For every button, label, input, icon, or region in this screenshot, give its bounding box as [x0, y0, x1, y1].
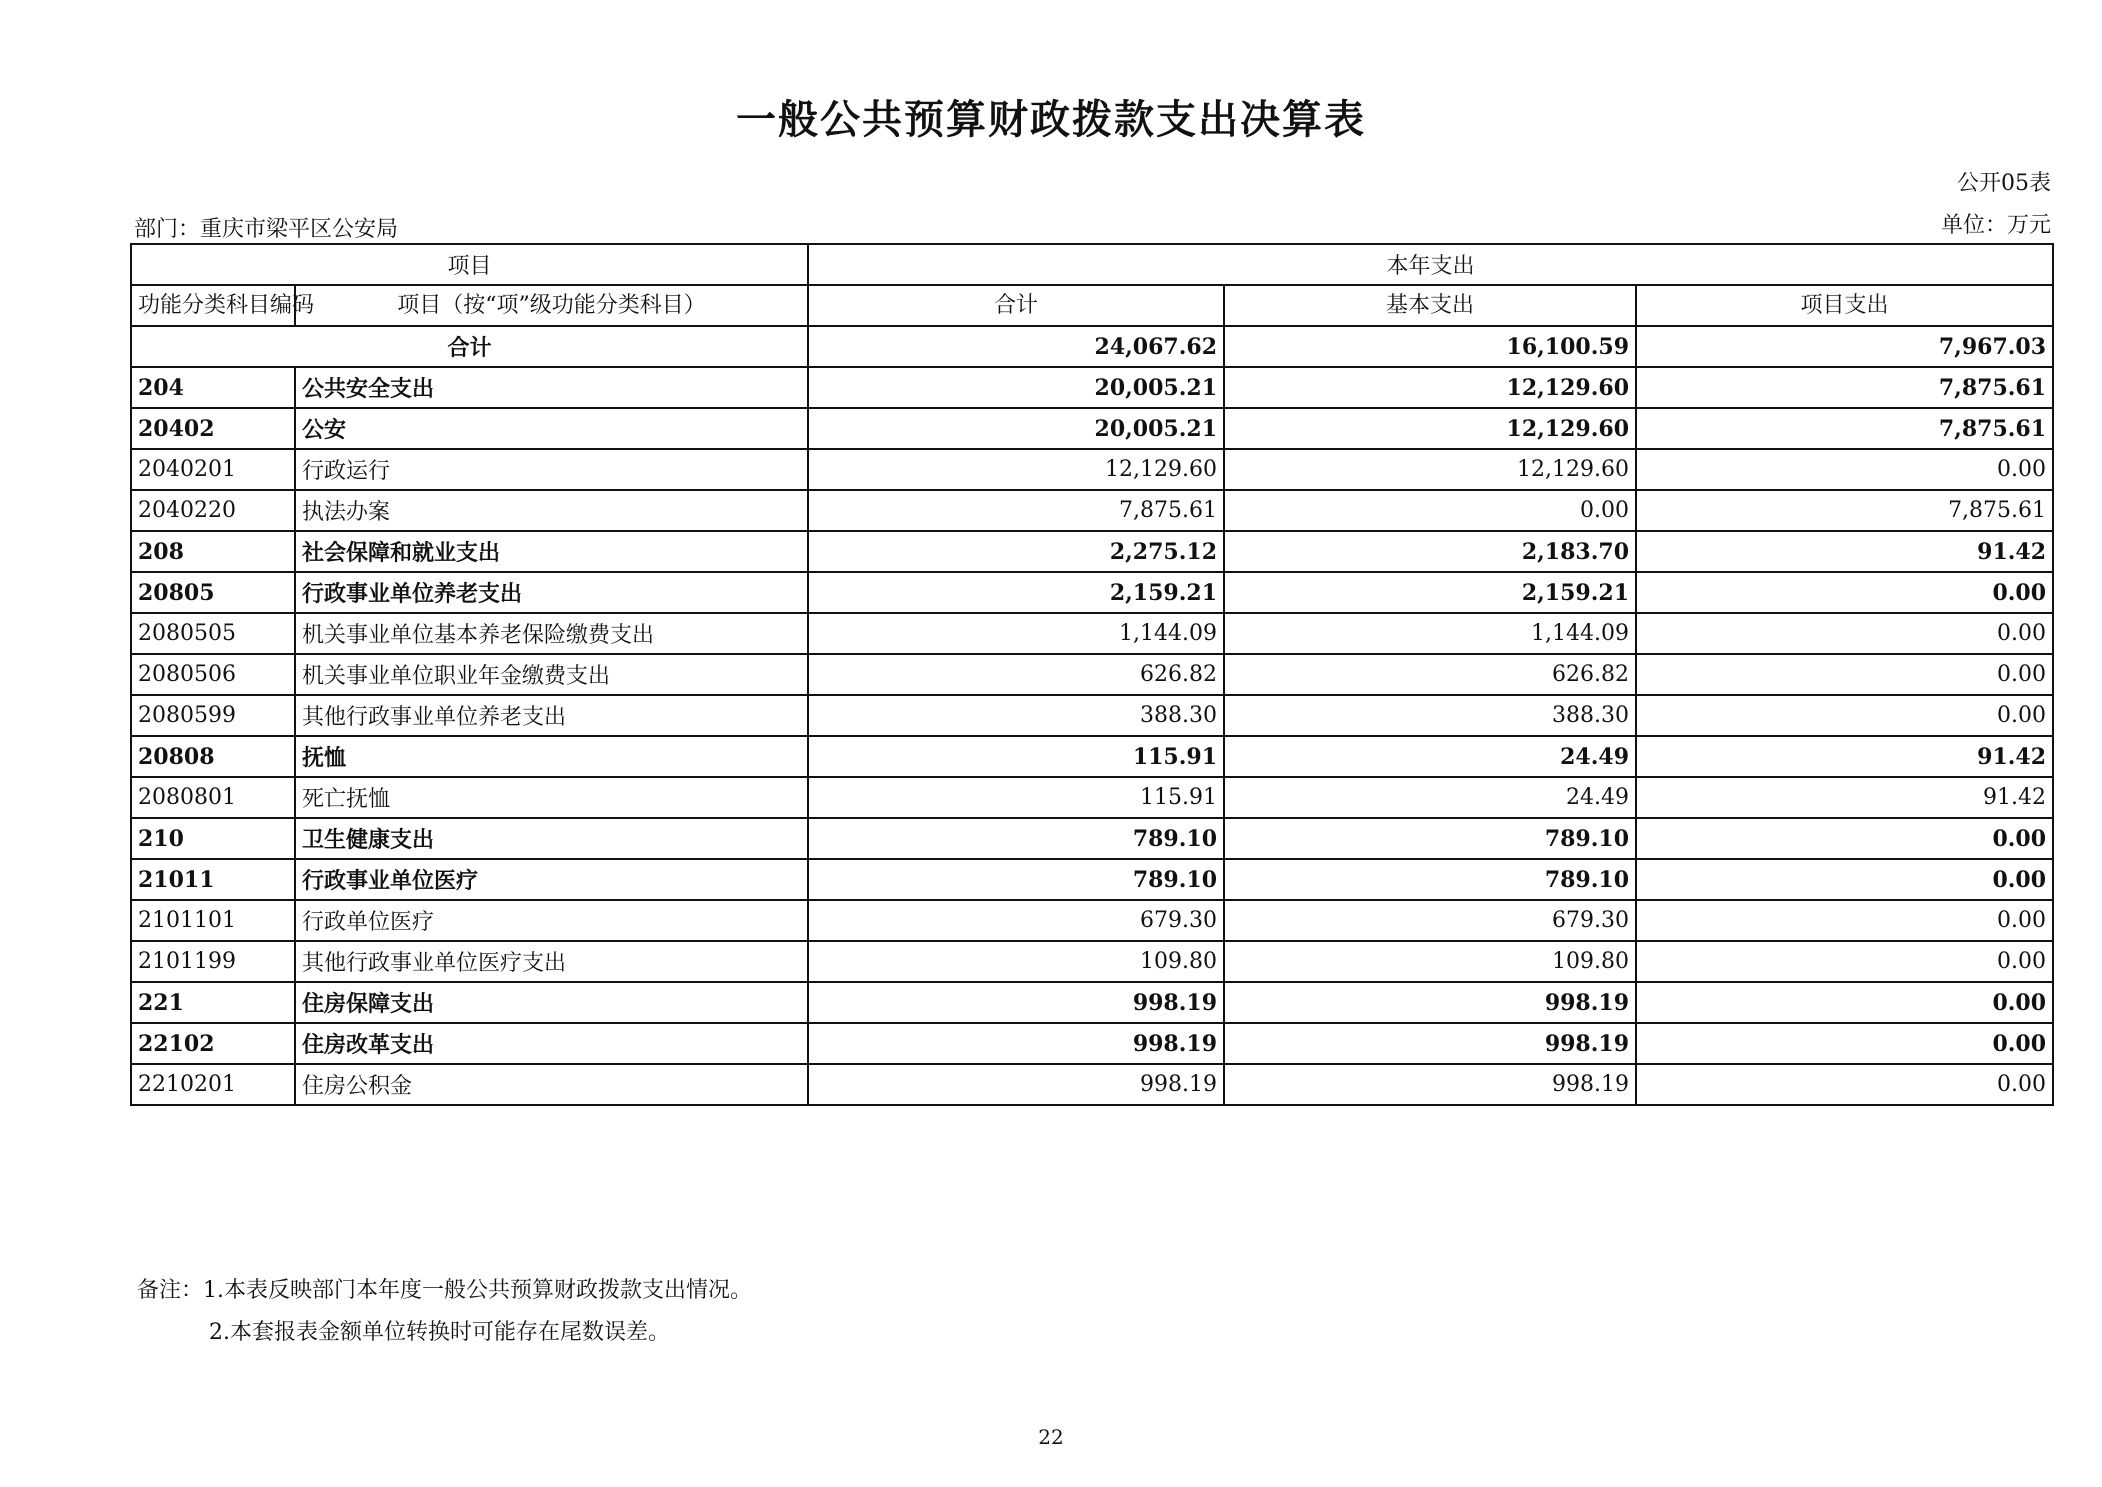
- row-code: 2080506: [131, 654, 295, 695]
- row-code: 210: [131, 818, 295, 859]
- note-2: 2.本套报表金额单位转换时可能存在尾数误差。: [209, 1320, 670, 1345]
- row-name: 卫生健康支出: [295, 818, 808, 859]
- col-project-header: 项目支出: [1636, 285, 2053, 326]
- table-row: [131, 941, 2053, 982]
- expenditure-table: [130, 243, 2054, 1106]
- row-basic: 24.49: [1224, 736, 1636, 777]
- col-code-header: 功能分类科目编码: [131, 285, 295, 326]
- row-project: 0.00: [1636, 859, 2053, 900]
- row-total: 20,005.21: [808, 408, 1224, 449]
- row-name: 其他行政事业单位医疗支出: [295, 941, 808, 982]
- row-total: 789.10: [808, 818, 1224, 859]
- row-total: 12,129.60: [808, 449, 1224, 490]
- row-project: 7,875.61: [1636, 367, 2053, 408]
- page-title: 一般公共预算财政拨款支出决算表: [736, 96, 1366, 143]
- total-row: [131, 326, 2053, 367]
- header-row-top: [131, 244, 2053, 285]
- total-row-basic: 16,100.59: [1224, 326, 1636, 367]
- table-row: [131, 859, 2053, 900]
- row-code: 2101101: [131, 900, 295, 941]
- header-current-year: 本年支出: [808, 244, 2053, 285]
- row-total: 679.30: [808, 900, 1224, 941]
- col-name-header: 项目（按“项”级功能分类科目）: [295, 285, 808, 326]
- row-project: 0.00: [1636, 1023, 2053, 1064]
- row-total: 388.30: [808, 695, 1224, 736]
- row-code: 2080505: [131, 613, 295, 654]
- col-basic-header: 基本支出: [1224, 285, 1636, 326]
- row-project: 91.42: [1636, 777, 2053, 818]
- table-row: [131, 695, 2053, 736]
- row-total: 109.80: [808, 941, 1224, 982]
- row-basic: 12,129.60: [1224, 449, 1636, 490]
- row-project: 0.00: [1636, 613, 2053, 654]
- row-basic: 12,129.60: [1224, 367, 1636, 408]
- row-basic: 0.00: [1224, 490, 1636, 531]
- row-project: 91.42: [1636, 736, 2053, 777]
- row-total: 789.10: [808, 859, 1224, 900]
- row-basic: 998.19: [1224, 1023, 1636, 1064]
- row-code: 221: [131, 982, 295, 1023]
- row-name: 住房保障支出: [295, 982, 808, 1023]
- row-name: 公共安全支出: [295, 367, 808, 408]
- form-number: 公开05表: [1957, 171, 2051, 196]
- row-total: 2,275.12: [808, 531, 1224, 572]
- row-project: 0.00: [1636, 941, 2053, 982]
- row-name: 抚恤: [295, 736, 808, 777]
- note-1: 备注：1.本表反映部门本年度一般公共预算财政拨款支出情况。: [137, 1278, 752, 1303]
- table-row: [131, 818, 2053, 859]
- table-row: [131, 613, 2053, 654]
- row-basic: 2,183.70: [1224, 531, 1636, 572]
- total-row-label: 合计: [131, 326, 808, 367]
- row-code: 2040201: [131, 449, 295, 490]
- header-row-columns: [131, 285, 2053, 326]
- row-project: 0.00: [1636, 1064, 2053, 1105]
- row-code: 21011: [131, 859, 295, 900]
- row-basic: 998.19: [1224, 982, 1636, 1023]
- row-basic: 388.30: [1224, 695, 1636, 736]
- row-name: 住房公积金: [295, 1064, 808, 1105]
- row-code: 22102: [131, 1023, 295, 1064]
- row-code: 2080599: [131, 695, 295, 736]
- table-row: [131, 490, 2053, 531]
- row-total: 998.19: [808, 982, 1224, 1023]
- row-name: 机关事业单位职业年金缴费支出: [295, 654, 808, 695]
- row-code: 2210201: [131, 1064, 295, 1105]
- table-row: [131, 449, 2053, 490]
- row-total: 115.91: [808, 777, 1224, 818]
- table-row: [131, 367, 2053, 408]
- row-total: 7,875.61: [808, 490, 1224, 531]
- notes: [137, 1270, 752, 1354]
- row-project: 0.00: [1636, 695, 2053, 736]
- row-total: 20,005.21: [808, 367, 1224, 408]
- table-row: [131, 777, 2053, 818]
- table-row: [131, 982, 2053, 1023]
- row-basic: 998.19: [1224, 1064, 1636, 1105]
- header-project: 项目: [131, 244, 808, 285]
- row-code: 2101199: [131, 941, 295, 982]
- row-basic: 626.82: [1224, 654, 1636, 695]
- row-name: 执法办案: [295, 490, 808, 531]
- row-name: 死亡抚恤: [295, 777, 808, 818]
- row-name: 行政单位医疗: [295, 900, 808, 941]
- table-row: [131, 408, 2053, 449]
- row-code: 208: [131, 531, 295, 572]
- row-project: 0.00: [1636, 449, 2053, 490]
- row-basic: 12,129.60: [1224, 408, 1636, 449]
- row-total: 1,144.09: [808, 613, 1224, 654]
- row-basic: 24.49: [1224, 777, 1636, 818]
- row-basic: 679.30: [1224, 900, 1636, 941]
- row-basic: 789.10: [1224, 859, 1636, 900]
- table-row: [131, 736, 2053, 777]
- unit-label: 单位：万元: [1940, 213, 2051, 238]
- table-row: [131, 531, 2053, 572]
- table-row: [131, 900, 2053, 941]
- col-total-header: 合计: [808, 285, 1224, 326]
- table-row: [131, 1023, 2053, 1064]
- row-name: 机关事业单位基本养老保险缴费支出: [295, 613, 808, 654]
- row-basic: 109.80: [1224, 941, 1636, 982]
- row-project: 7,875.61: [1636, 408, 2053, 449]
- row-name: 其他行政事业单位养老支出: [295, 695, 808, 736]
- row-name: 行政事业单位养老支出: [295, 572, 808, 613]
- row-code: 2080801: [131, 777, 295, 818]
- page-number: 22: [1038, 1425, 1064, 1449]
- row-name: 行政事业单位医疗: [295, 859, 808, 900]
- table-row: [131, 654, 2053, 695]
- row-code: 2040220: [131, 490, 295, 531]
- row-code: 20808: [131, 736, 295, 777]
- row-name: 行政运行: [295, 449, 808, 490]
- row-basic: 1,144.09: [1224, 613, 1636, 654]
- row-name: 公安: [295, 408, 808, 449]
- row-project: 0.00: [1636, 900, 2053, 941]
- row-project: 91.42: [1636, 531, 2053, 572]
- row-total: 626.82: [808, 654, 1224, 695]
- total-row-project: 7,967.03: [1636, 326, 2053, 367]
- row-project: 0.00: [1636, 654, 2053, 695]
- row-project: 0.00: [1636, 982, 2053, 1023]
- row-project: 0.00: [1636, 572, 2053, 613]
- row-code: 20402: [131, 408, 295, 449]
- row-total: 998.19: [808, 1064, 1224, 1105]
- table-row: [131, 572, 2053, 613]
- row-project: 7,875.61: [1636, 490, 2053, 531]
- table-row: [131, 1064, 2053, 1105]
- row-name: 社会保障和就业支出: [295, 531, 808, 572]
- row-basic: 789.10: [1224, 818, 1636, 859]
- row-total: 998.19: [808, 1023, 1224, 1064]
- row-total: 115.91: [808, 736, 1224, 777]
- total-row-total: 24,067.62: [808, 326, 1224, 367]
- row-name: 住房改革支出: [295, 1023, 808, 1064]
- department-label: 部门：重庆市梁平区公安局: [134, 217, 399, 242]
- row-code: 204: [131, 367, 295, 408]
- row-basic: 2,159.21: [1224, 572, 1636, 613]
- row-total: 2,159.21: [808, 572, 1224, 613]
- row-code: 20805: [131, 572, 295, 613]
- row-project: 0.00: [1636, 818, 2053, 859]
